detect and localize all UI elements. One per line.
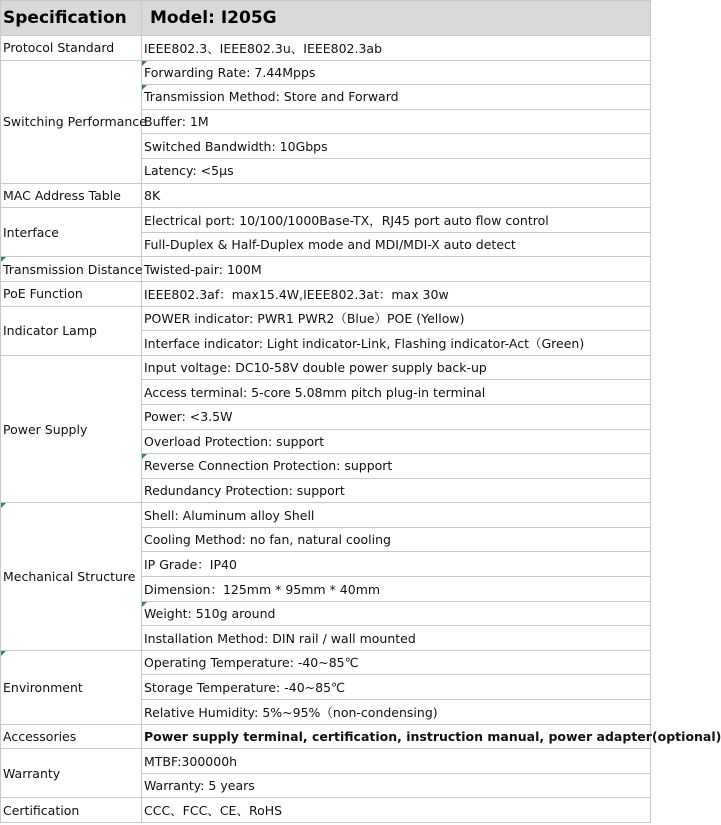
row-indicator [1,306,651,331]
category-label: Environment [3,679,83,695]
value-cell: Cooling Method: no fan, natural cooling [142,527,651,552]
category-label: PoE Function [3,286,83,302]
model-header: Model: I205G [142,1,651,36]
header-row [1,1,651,36]
value-cell: Relative Humidity: 5%~95%（non-condensing) [142,700,651,725]
category-label: Certification [3,802,80,818]
value-cell: IEEE802.3af：max15.4W,IEEE802.3at：max 30w [142,281,651,306]
value-cell: Storage Temperature: -40~85℃ [142,675,651,700]
value-cell: 8K [142,183,651,208]
value-cell: Latency: <5μs [142,158,651,183]
value-cell: MTBF:300000h [142,749,651,774]
category-label: Warranty [3,765,61,781]
category-warranty [1,749,142,798]
value-cell [142,60,651,85]
category-label: Transmission Distance [3,261,143,277]
value-text: Transmission Method: Store and Forward [144,89,399,105]
row-protocol [1,36,651,61]
corner-mark-icon [1,651,6,656]
value-cell [142,601,651,626]
row-mechanical [1,503,651,528]
value-cell: IEEE802.3、IEEE802.3u、IEEE802.3ab [142,36,651,61]
value-cell: Warranty: 5 years [142,773,651,798]
row-transmission [1,257,651,282]
category-environment [1,650,142,724]
value-cell: Overload Protection: support [142,429,651,454]
row-environment [1,650,651,675]
value-cell: Twisted-pair: 100M [142,257,651,282]
corner-mark-icon [142,454,147,459]
category-label: Indicator Lamp [3,323,97,339]
category-mac-address-table [1,183,142,208]
value-cell: Full-Duplex & Half-Duplex mode and MDI/MDI-X auto detect [142,232,651,257]
category-indicator-lamp [1,306,142,355]
value-cell: Installation Method: DIN rail / wall mounted [142,626,651,651]
value-text: Weight: 510g around [144,605,276,621]
category-transmission-distance [1,257,142,282]
value-cell: Shell: Aluminum alloy Shell [142,503,651,528]
category-label: Protocol Standard [3,40,115,56]
corner-mark-icon [142,61,147,66]
spec-header: Specification [1,1,142,36]
row-poe [1,281,651,306]
row-accessories [1,724,651,749]
value-cell: Redundancy Protection: support [142,478,651,503]
value-cell: Interface indicator: Light indicator-Link, Flashing indicator-Act（Green) [142,331,651,356]
category-label: Interface [3,224,59,240]
category-power-supply [1,355,142,503]
category-mechanical-structure [1,503,142,651]
value-cell: CCC、FCC、CE、RoHS [142,798,651,823]
category-interface [1,208,142,257]
value-cell [142,85,651,110]
category-label: MAC Address Table [3,187,121,203]
category-label: Mechanical Structure [3,569,136,585]
value-text: Reverse Connection Protection: support [144,458,393,474]
value-cell [142,454,651,479]
category-label: Switching Performance [3,114,147,130]
row-mac [1,183,651,208]
value-cell: Electrical port: 10/100/1000Base-TX，RJ45 port auto flow control [142,208,651,233]
corner-mark-icon [142,602,147,607]
value-cell: Access terminal: 5-core 5.08mm pitch plug-in terminal [142,380,651,405]
value-cell: Power supply terminal, certification, instruction manual, power adapter(optional) [142,724,651,749]
category-protocol-standard [1,36,142,61]
corner-mark-icon [1,503,6,508]
row-warranty [1,749,651,774]
value-text: Forwarding Rate: 7.44Mpps [144,64,316,80]
value-cell: IP Grade：IP40 [142,552,651,577]
corner-mark-icon [1,257,6,262]
row-certification [1,798,651,823]
value-cell: Dimension：125mm * 95mm * 40mm [142,577,651,602]
value-cell: Buffer: 1M [142,109,651,134]
value-cell: Input voltage: DC10-58V double power supply back-up [142,355,651,380]
category-label: Accessories [3,728,77,744]
category-poe-function [1,281,142,306]
row-switching [1,60,651,85]
value-cell: Power: <3.5W [142,404,651,429]
category-accessories [1,724,142,749]
row-interface [1,208,651,233]
category-switching-performance [1,60,147,183]
value-cell: Switched Bandwidth: 10Gbps [142,134,651,159]
row-power [1,355,651,380]
category-label: Power Supply [3,421,88,437]
value-cell: Operating Temperature: -40~85℃ [142,650,651,675]
value-cell: POWER indicator: PWR1 PWR2（Blue）POE (Yellow) [142,306,651,331]
corner-mark-icon [142,85,147,90]
category-certification [1,798,142,823]
